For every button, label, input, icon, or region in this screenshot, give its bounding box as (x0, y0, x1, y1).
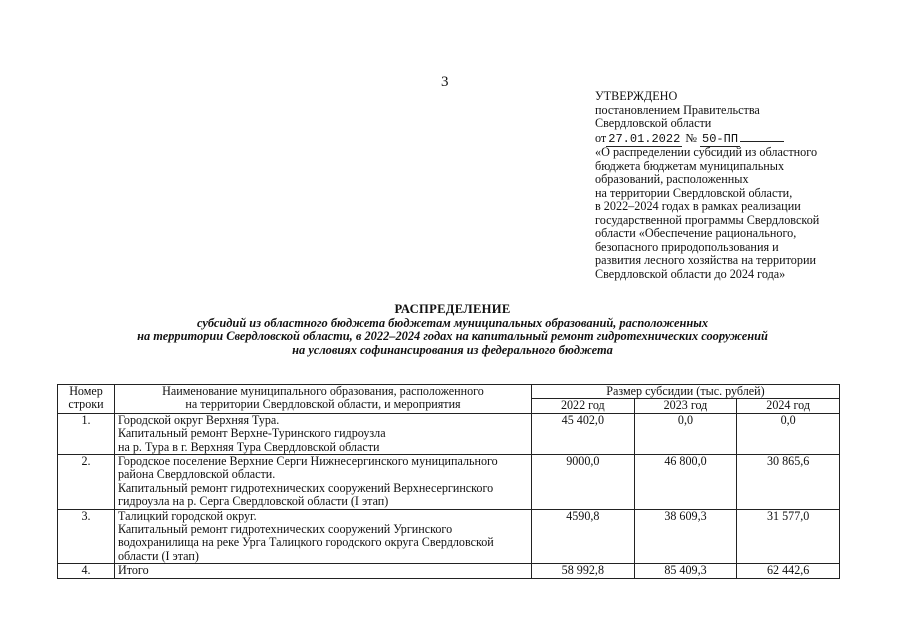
row-name-line: Капитальный ремонт гидротехнических сооружений Ургинского (118, 522, 453, 537)
col-header-amount: Размер субсидии (тыс. рублей) (532, 385, 840, 399)
title-main: РАСПРЕДЕЛЕНИЕ (394, 302, 511, 316)
row-name (115, 509, 532, 564)
underline-filler (740, 131, 784, 142)
row-name-line: на р. Тура в г. Верхняя Тура Свердловской области (118, 439, 380, 454)
row-name-line: области (I этап) (118, 548, 199, 563)
header-text: Наименование муниципального образования, расположенного (162, 384, 484, 398)
row-name-line: Капитальный ремонт Верхне-Туринского гидроузла (118, 426, 386, 441)
value-2024: 0,0 (737, 413, 840, 454)
approval-block (595, 90, 855, 281)
row-name (115, 564, 532, 578)
quote-line: образований, расположенных (595, 172, 749, 186)
row-number: 4. (58, 564, 115, 578)
value-2022: 9000,0 (532, 455, 635, 510)
row-name-line: гидроузла на р. Серга Свердловской области (I этап) (118, 494, 389, 509)
total-2023: 85 409,3 (634, 564, 737, 578)
table-row (58, 413, 840, 454)
approval-heading: УТВЕРЖДЕНО (595, 89, 678, 103)
col-header-year: 2023 год (634, 399, 737, 413)
row-name-line: Городское поселение Верхние Серги Нижнесергинского муниципального (118, 454, 498, 469)
value-2022: 45 402,0 (532, 413, 635, 454)
distribution-table (57, 384, 840, 579)
header-text: Номер (69, 384, 103, 398)
value-2024: 31 577,0 (737, 509, 840, 564)
row-name-line: района Свердловской области. (118, 467, 276, 482)
quote-line: Свердловской области до 2024 года» (595, 266, 786, 281)
col-header-year: 2024 год (737, 399, 840, 413)
quote-line: на территории Свердловской области, (595, 185, 793, 200)
col-header-name (115, 385, 532, 414)
date-prefix: от (595, 130, 607, 145)
quote-line: в 2022–2024 годах в рамках реализации (595, 199, 801, 213)
quote-line: развития лесного хозяйства на территории (595, 253, 817, 267)
header-text: на территории Свердловской области, и мероприятия (185, 397, 461, 412)
title-line: субсидий из областного бюджета бюджетам муниципальных образований, расположенных (196, 315, 709, 330)
total-2024: 62 442,6 (737, 564, 840, 578)
total-2022: 58 992,8 (532, 564, 635, 578)
document-title (0, 303, 905, 357)
value-2023: 46 800,0 (634, 455, 737, 510)
row-name (115, 455, 532, 510)
row-name-line: Итого (118, 563, 149, 578)
col-header-year: 2022 год (532, 399, 635, 413)
value-2024: 30 865,6 (737, 455, 840, 510)
quote-line: государственной программы Свердловской (595, 212, 820, 227)
header-text: строки (68, 397, 104, 412)
row-number: 1. (58, 413, 115, 454)
quote-line: области «Обеспечение рационального, (595, 226, 797, 240)
table-header-row (58, 385, 840, 399)
approval-line: постановлением Правительства (595, 102, 760, 117)
value-2022: 4590,8 (532, 509, 635, 564)
row-name-line: Городской округ Верхняя Тура. (118, 412, 280, 427)
decree-number: 50-ПП (702, 131, 739, 146)
table-row (58, 509, 840, 564)
approval-line: Свердловской области (595, 116, 712, 130)
quote-line: бюджета бюджетам муниципальных (595, 158, 785, 173)
quote-line: безопасного природопользования и (595, 239, 779, 254)
row-name-line: Капитальный ремонт гидротехнических сооружений Верхнесергинского (118, 480, 494, 495)
title-line: на территории Свердловской области, в 2022–2024 годах на капитальный ремонт гидротехнических сооружений (137, 329, 768, 344)
row-name (115, 413, 532, 454)
row-number: 3. (58, 509, 115, 564)
number-sign: № (685, 130, 697, 145)
col-header-number (58, 385, 115, 414)
row-number: 2. (58, 455, 115, 510)
row-name-line: водохранилища на реке Урга Талицкого городского округа Свердловской (118, 535, 494, 550)
value-2023: 38 609,3 (634, 509, 737, 564)
page-number: 3 (441, 74, 449, 90)
approval-date-line (595, 131, 855, 147)
row-name-line: Талицкий городской округ. (118, 508, 257, 523)
table-row (58, 455, 840, 510)
title-line: на условиях софинансирования из федерального бюджета (292, 342, 613, 357)
table-row-total (58, 564, 840, 578)
quote-line: «О распределении субсидий из областного (595, 145, 818, 159)
value-2023: 0,0 (634, 413, 737, 454)
decree-date: 27.01.2022 (608, 131, 681, 146)
